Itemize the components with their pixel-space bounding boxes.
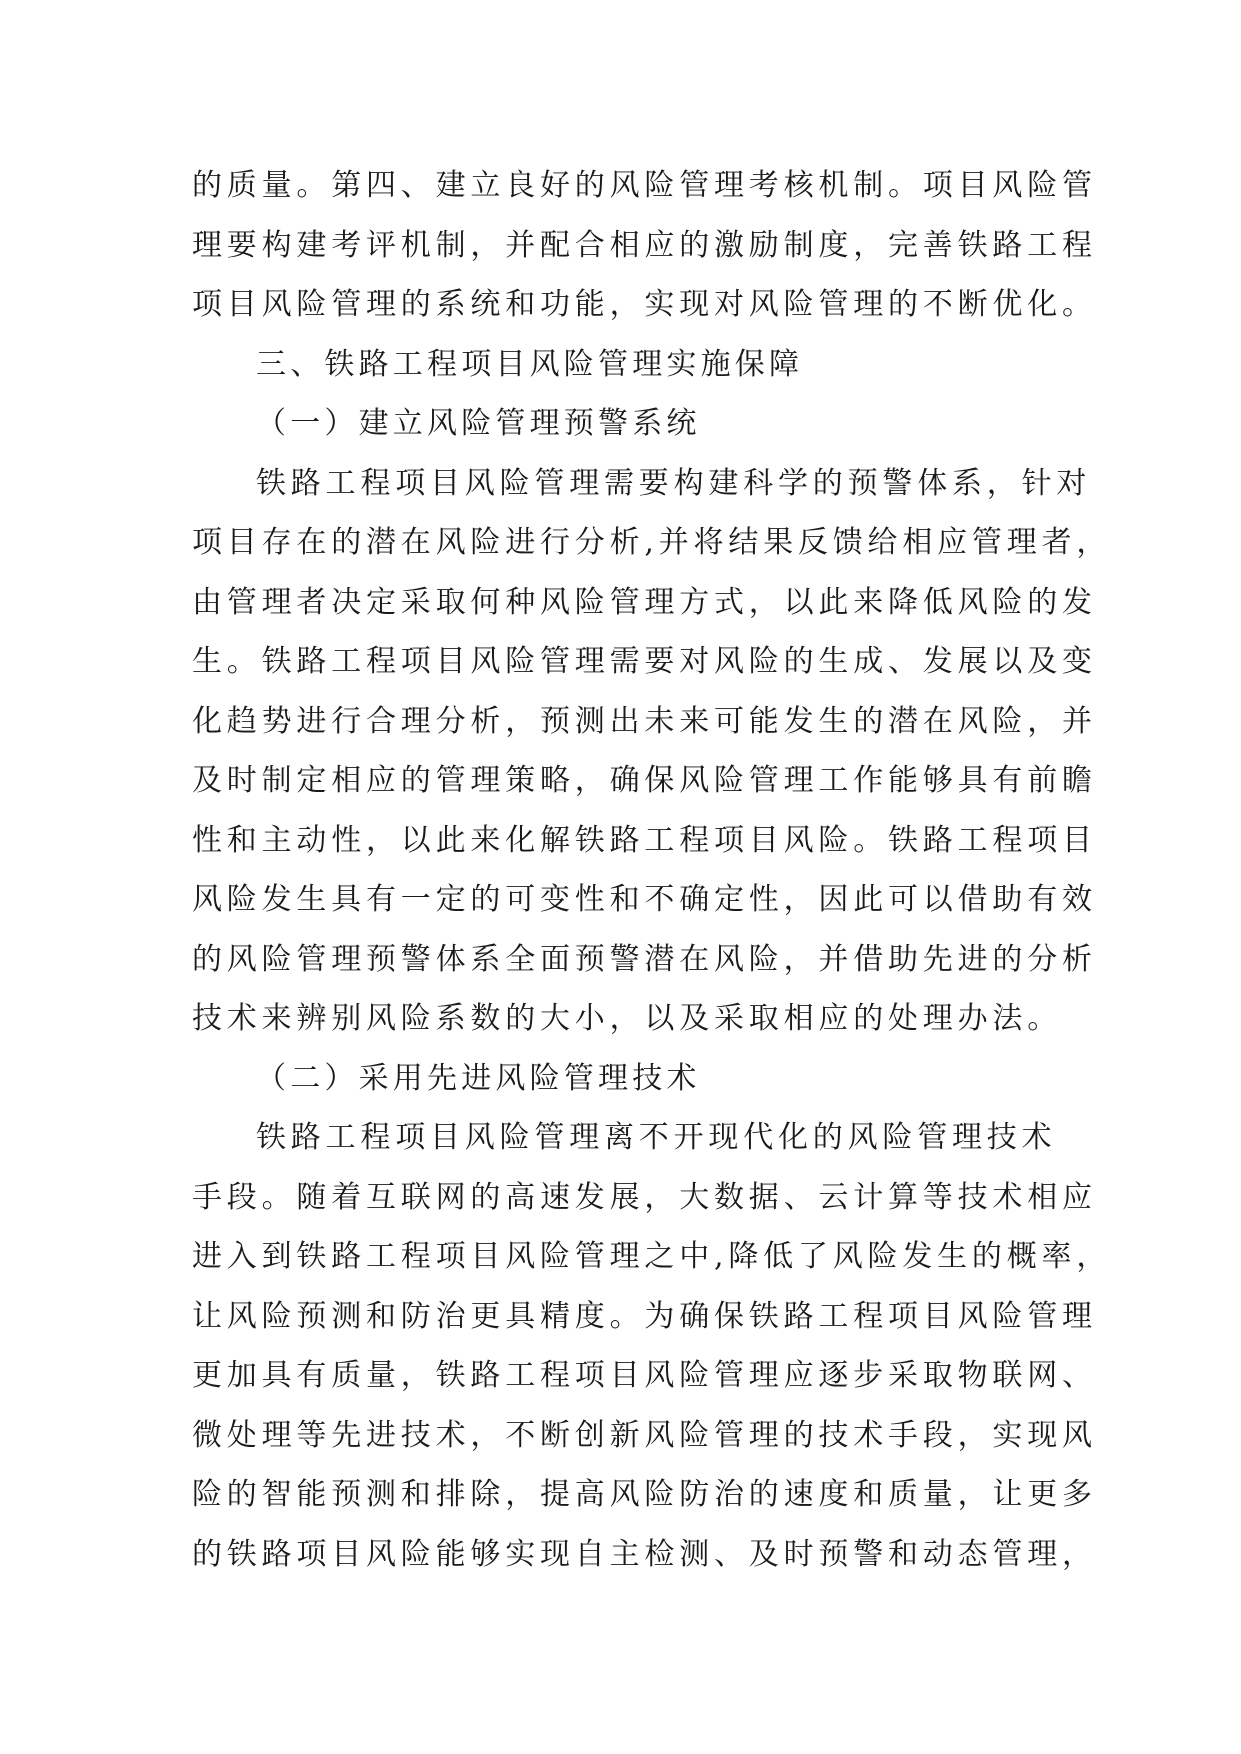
paragraph-line: 技术来辨别风险系数的大小，以及采取相应的处理办法。 — [192, 1001, 1062, 1036]
paragraph-line: 项目风险管理的系统和功能，实现对风险管理的不断优化。 — [192, 287, 1097, 322]
paragraph-line: 铁路工程项目风险管理需要构建科学的预警体系，针对 — [256, 465, 1092, 501]
paragraph-line: 及时制定相应的管理策略，确保风险管理工作能够具有前瞻 — [192, 763, 1097, 798]
paragraph-line: 手段。随着互联网的高速发展，大数据、云计算等技术相应 — [192, 1179, 1097, 1215]
paragraph-line: 的风险管理预警体系全面预警潜在风险，并借助先进的分析 — [192, 941, 1097, 977]
paragraph-line: 性和主动性，以此来化解铁路工程项目风险。铁路工程项目 — [192, 822, 1097, 858]
paragraph-line: 化趋势进行合理分析，预测出未来可能发生的潜在风险，并 — [192, 703, 1097, 739]
paragraph-line: 险的智能预测和排除，提高风险防治的速度和质量，让更多 — [192, 1477, 1097, 1512]
subsection-heading: （一）建立风险管理预警系统 — [256, 406, 701, 441]
document-body — [192, 156, 1112, 1584]
paragraph-line: 风险发生具有一定的可变性和不确定性，因此可以借助有效 — [192, 882, 1097, 917]
paragraph-line: 由管理者决定采取何种风险管理方式，以此来降低风险的发 — [192, 584, 1097, 620]
paragraph-line: 进入到铁路工程项目风险管理之中,降低了风险发生的概率， — [192, 1239, 1112, 1274]
section-heading: 三、铁路工程项目风险管理实施保障 — [256, 346, 804, 382]
paragraph-line: 生。铁路工程项目风险管理需要对风险的生成、发展以及变 — [192, 644, 1097, 679]
paragraph-line: 项目存在的潜在风险进行分析,并将结果反馈给相应管理者， — [192, 525, 1112, 560]
paragraph-line: 的质量。第四、建立良好的风险管理考核机制。项目风险管 — [192, 168, 1097, 203]
paragraph-line: 理要构建考评机制，并配合相应的激励制度，完善铁路工程 — [192, 227, 1097, 263]
paragraph-line: 的铁路项目风险能够实现自主检测、及时预警和动态管理， — [192, 1536, 1097, 1572]
paragraph-line: 铁路工程项目风险管理离不开现代化的风险管理技术 — [256, 1120, 1057, 1155]
paragraph-line: 更加具有质量，铁路工程项目风险管理应逐步采取物联网、 — [192, 1358, 1097, 1393]
paragraph-line: 让风险预测和防治更具精度。为确保铁路工程项目风险管理 — [192, 1298, 1097, 1334]
paragraph-line: 微处理等先进技术，不断创新风险管理的技术手段，实现风 — [192, 1417, 1097, 1453]
subsection-heading: （二）采用先进风险管理技术 — [256, 1060, 701, 1096]
